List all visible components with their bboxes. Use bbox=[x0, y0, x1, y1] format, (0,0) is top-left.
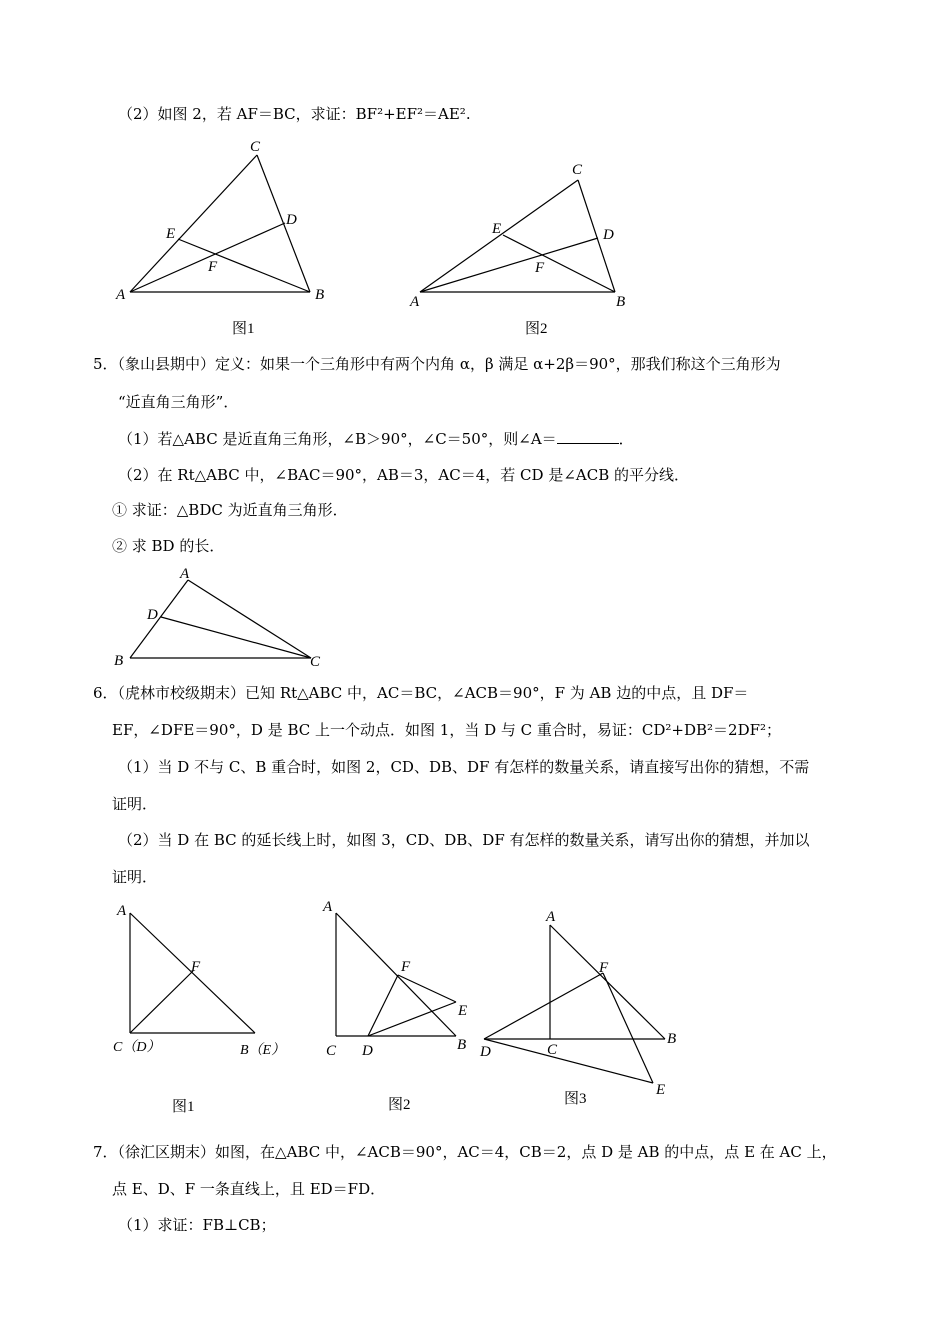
q7-part1-line: （1）求证：FB⊥CB； bbox=[118, 1216, 276, 1234]
figure-q6-2 bbox=[315, 893, 485, 1127]
q7-line-1: 7．（徐汇区期末）如图，在△ABC 中，∠ACB＝90°，AC＝4，CB＝2，点 D 是 AB 的中点，点 E 在 AC 上， bbox=[93, 1143, 837, 1161]
label-A: A bbox=[410, 294, 420, 310]
label-A: A bbox=[323, 899, 333, 915]
label-B: B bbox=[114, 653, 124, 669]
q5-part1-end: ． bbox=[618, 430, 634, 448]
label-A: A bbox=[116, 287, 126, 303]
label-C: C bbox=[547, 1042, 558, 1058]
answer-blank bbox=[557, 429, 619, 444]
q5-part1-line bbox=[118, 429, 634, 449]
q6-part2-cont: 证明． bbox=[112, 868, 158, 886]
label-B: B bbox=[667, 1031, 677, 1047]
label-D: D bbox=[147, 607, 158, 623]
figure-top-2 bbox=[400, 150, 640, 349]
label-E: E bbox=[492, 221, 502, 237]
q5-line-1: 5．（象山县期中）定义：如果一个三角形中有两个内角 α，β 满足 α+2β＝90°，那我们称这个三角形为 bbox=[93, 355, 781, 373]
label-B: B bbox=[315, 287, 325, 303]
label-E: E bbox=[166, 226, 176, 242]
label-C: C bbox=[310, 654, 321, 670]
label-D: D bbox=[603, 227, 614, 243]
q5-part2-line: （2）在 Rt△ABC 中，∠BAC＝90°，AB＝3，AC＝4，若 CD 是∠ACB 的平分线． bbox=[118, 466, 689, 484]
q5-part1-text: （1）若△ABC 是近直角三角形，∠B＞90°，∠C＝50°，则∠A＝ bbox=[118, 430, 557, 448]
label-E: E bbox=[458, 1003, 468, 1019]
label-B: B bbox=[616, 294, 626, 310]
label-F: F bbox=[401, 959, 411, 975]
label-C: C bbox=[326, 1043, 337, 1059]
label-F: F bbox=[535, 260, 545, 276]
figure-q6-3 bbox=[475, 903, 690, 1112]
figure-caption: 图1 bbox=[232, 321, 255, 337]
label-B: B bbox=[457, 1037, 467, 1053]
label-F: F bbox=[191, 959, 201, 975]
figure-caption: 图2 bbox=[525, 321, 548, 337]
q6-part1-cont: 证明． bbox=[112, 795, 158, 813]
figure-q6-1 bbox=[105, 895, 305, 1124]
figure-caption: 图2 bbox=[388, 1097, 411, 1113]
label-A: A bbox=[117, 903, 127, 919]
label-A: A bbox=[180, 566, 190, 582]
label-D: D bbox=[362, 1043, 373, 1059]
q6-line-2: EF，∠DFE＝90°，D 是 BC 上一个动点．如图 1，当 D 与 C 重合时，易证：CD²+DB²＝2DF²； bbox=[112, 721, 782, 739]
label-D: D bbox=[286, 212, 297, 228]
q6-part2-line: （2）当 D 在 BC 的延长线上时，如图 3，CD、DB、DF 有怎样的数量关系，请写出你的猜想，并加以 bbox=[118, 831, 810, 849]
q5-line-2: “近直角三角形”． bbox=[118, 393, 239, 411]
q6-line-1: 6．（虎林市校级期末）已知 Rt△ABC 中，AC＝BC，∠ACB＝90°，F 为 AB 边的中点，且 DF＝ bbox=[93, 684, 749, 702]
label-C: C bbox=[250, 139, 261, 155]
q5-sub2-line: ② 求 BD 的长． bbox=[112, 537, 225, 555]
q4-part2-line: （2）如图 2，若 AF＝BC，求证：BF²+EF²＝AE². bbox=[118, 105, 471, 123]
figure-top-1 bbox=[110, 135, 340, 349]
label-CD: C（D） bbox=[113, 1040, 161, 1055]
q7-line-2: 点 E、D、F 一条直线上，且 ED＝FD． bbox=[112, 1180, 386, 1198]
label-D: D bbox=[480, 1044, 491, 1060]
label-F: F bbox=[208, 259, 218, 275]
label-E: E bbox=[656, 1082, 666, 1098]
q5-sub1-line: ① 求证：△BDC 为近直角三角形． bbox=[112, 501, 348, 519]
figure-caption: 图3 bbox=[564, 1091, 587, 1107]
label-BE: B（E） bbox=[240, 1043, 286, 1058]
label-C: C bbox=[572, 162, 583, 178]
label-A: A bbox=[546, 909, 556, 925]
q6-part1-line: （1）当 D 不与 C、B 重合时，如图 2，CD、DB、DF 有怎样的数量关系，请直接写出你的猜想，不需 bbox=[118, 758, 810, 776]
label-F: F bbox=[599, 960, 609, 976]
figure-q5 bbox=[105, 562, 335, 676]
figure-caption: 图1 bbox=[172, 1099, 195, 1115]
